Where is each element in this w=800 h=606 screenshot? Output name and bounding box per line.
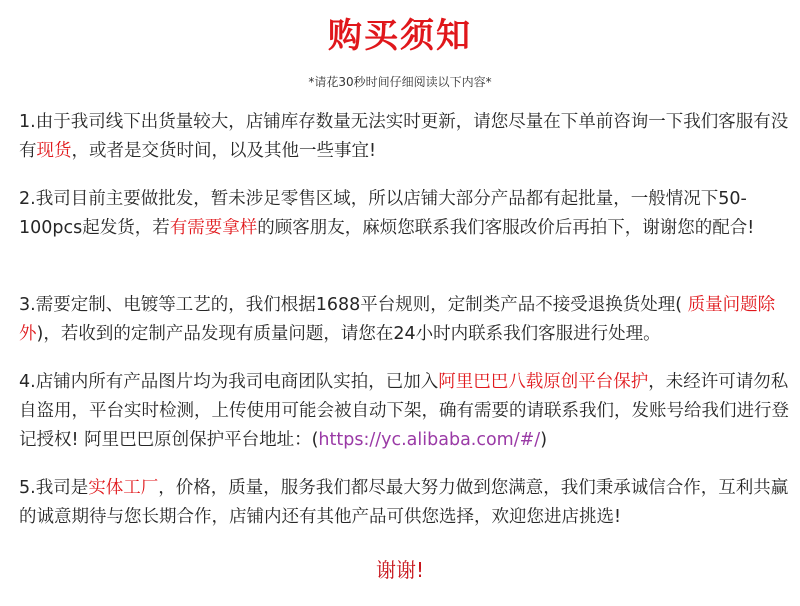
p5-text-a: 5.我司是	[19, 478, 89, 498]
p4-text-c: ，未经许可请勿私自盗用，平台实时检测，上传使用可能会被自动下架，确有需要的请联系我们，发账号给我们进行登记授权! 阿里巴巴原创保护平台地址：(	[19, 372, 789, 450]
page-subtitle: *请花30秒时间仔细阅读以下内容*	[308, 75, 492, 89]
notice-paragraph-1	[19, 108, 789, 166]
p2-highlight-samples: 有需要拿样	[169, 218, 258, 238]
p2-text-a: 2.我司目前主要做批发，暂未涉足零售区域，所以店铺大部分产品都有起批量，一般情况下50- 100pcs起发货，若	[19, 189, 747, 238]
notice-paragraph-2	[19, 185, 789, 243]
p4-highlight-protection: 阿里巴巴八载原创平台保护	[438, 372, 649, 392]
p1-text-a: 1.由于我司线下出货量较大，店铺库存数量无法实时更新，请您尽量在下单前咨询一下我们客服有没有	[19, 112, 789, 161]
p4-text-e: )	[540, 430, 548, 450]
p4-platform-link[interactable]: https://yc.alibaba.com/#/	[318, 430, 541, 450]
p3-highlight-quality-issues: 质量问题除外	[19, 295, 776, 344]
notice-paragraph-3	[19, 291, 789, 349]
p1-text-c: ，或者是交货时间，以及其他一些事宜!	[71, 141, 377, 161]
thanks-text: 谢谢!	[375, 558, 425, 582]
p3-text-c: )，若收到的定制产品发现有质量问题，请您在24小时内联系我们客服进行处理。	[36, 324, 661, 344]
p5-highlight-factory: 实体工厂	[88, 478, 159, 498]
p1-highlight-in-stock: 现货	[36, 141, 72, 161]
p5-text-c: ，价格，质量，服务我们都尽最大努力做到您满意，我们秉承诚信合作，互利共赢的诚意期待与您长期合作，店铺内还有其他产品可供您选择，欢迎您进店挑选!	[19, 478, 789, 527]
notice-paragraph-5	[19, 474, 789, 532]
p2-text-c: 的顾客朋友，麻烦您联系我们客服改价后再拍下，谢谢您的配合!	[257, 218, 755, 238]
notice-paragraph-4	[19, 368, 789, 455]
page-title: 购买须知	[328, 16, 472, 56]
p4-text-a: 4.店铺内所有产品图片均为我司电商团队实拍，已加入	[19, 372, 439, 392]
p3-text-a: 3.需要定制、电镀等工艺的，我们根据1688平台规则，定制类产品不接受退换货处理(	[19, 295, 683, 315]
